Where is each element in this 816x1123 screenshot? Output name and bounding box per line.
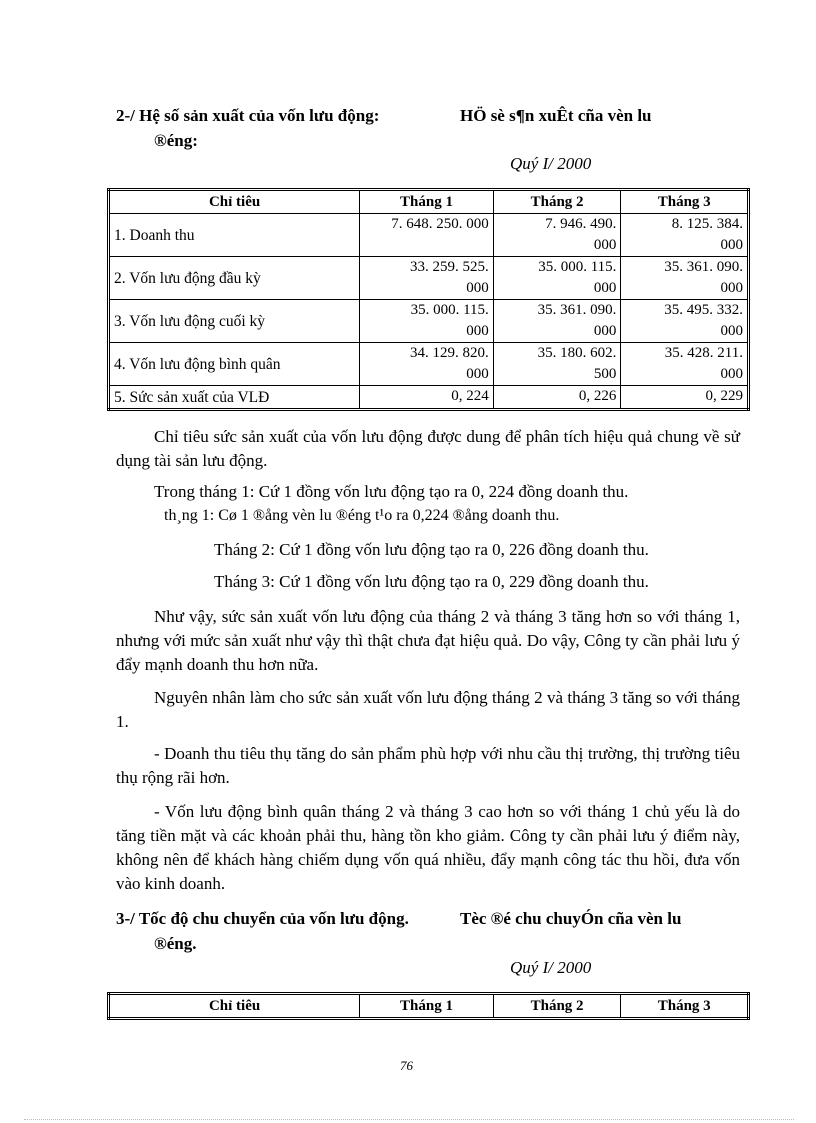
cell-month-3: 35. 361. 090. 000 [621, 257, 749, 300]
cell-month-1: 34. 129. 820. 000 [360, 343, 494, 386]
header-indicator: Chỉ tiêu [109, 994, 360, 1019]
table-row [109, 257, 749, 300]
table-header-row [109, 994, 749, 1019]
table-row [109, 300, 749, 343]
capital-productivity-table [107, 188, 750, 411]
section-2-garbled-title: HÖ sè s¶n xuÊt cña vèn lu [460, 106, 652, 125]
header-month-2: Tháng 2 [493, 190, 621, 214]
garbled-month-1-line: th¸ng 1: Cø 1 ®ång vèn lu ®éng t¹o ra 0,224 ®ång doanh thu. [164, 507, 560, 524]
header-month-1: Tháng 1 [360, 190, 494, 214]
table-row [109, 214, 749, 257]
month-3-result: Tháng 3: Cứ 1 đồng vốn lưu động tạo ra 0, 229 đồng doanh thu. [214, 572, 649, 591]
cell-month-1: 0, 224 [360, 386, 494, 410]
cell-month-2: 35. 000. 115. 000 [493, 257, 621, 300]
cell-month-1: 7. 648. 250. 000 [360, 214, 494, 257]
header-month-1: Tháng 1 [360, 994, 494, 1019]
section-3-quarter: Quý I/ 2000 [510, 958, 592, 977]
cell-month-1: 35. 000. 115. 000 [360, 300, 494, 343]
section-2-title: 2-/ Hệ số sản xuất của vốn lưu động: [116, 106, 380, 125]
cell-month-2: 35. 361. 090. 000 [493, 300, 621, 343]
page-footer-divider [24, 1119, 794, 1120]
section-2-quarter: Quý I/ 2000 [510, 154, 592, 173]
month-1-result: Trong tháng 1: Cứ 1 đồng vốn lưu động tạo ra 0, 224 đồng doanh thu. [154, 482, 629, 501]
cell-month-3: 35. 428. 211. 000 [621, 343, 749, 386]
section-2-heading [116, 103, 730, 153]
section-3-title: 3-/ Tốc độ chu chuyển của vốn lưu động. [116, 909, 409, 928]
cell-month-2: 7. 946. 490. 000 [493, 214, 621, 257]
cell-month-3: 8. 125. 384. 000 [621, 214, 749, 257]
cell-month-3: 0, 229 [621, 386, 749, 410]
page-number: 76 [400, 1058, 413, 1073]
cell-month-1: 33. 259. 525. 000 [360, 257, 494, 300]
paragraph-cause-revenue: - Doanh thu tiêu thụ tăng do sản phẩm phù hợp với nhu cầu thị trường, thị trường tiêu thụ rộng rãi hơn. [116, 744, 740, 787]
paragraph-cause: Nguyên nhân làm cho sức sản xuất vốn lưu động tháng 2 và tháng 3 tăng so với tháng 1. [116, 688, 740, 731]
table-header-row [109, 190, 749, 214]
cell-month-3: 35. 495. 332. 000 [621, 300, 749, 343]
row-label: 5. Sức sản xuất của VLĐ [109, 386, 360, 410]
header-month-3: Tháng 3 [621, 994, 749, 1019]
row-label: 4. Vốn lưu động bình quân [109, 343, 360, 386]
cell-month-2: 0, 226 [493, 386, 621, 410]
paragraph-conclusion: Như vậy, sức sản xuất vốn lưu động của tháng 2 và tháng 3 tăng hơn so với tháng 1, nhưng với mức sản xuất như vậy thì thật chưa đạt hiệu quả. Do vậy, Công ty cần phải lưu ý đẩy mạnh doanh thu hơn nữa. [116, 607, 740, 674]
header-indicator: Chỉ tiêu [109, 190, 360, 214]
section-3-garbled-continuation: ®éng. [154, 934, 197, 953]
header-month-3: Tháng 3 [621, 190, 749, 214]
row-label: 1. Doanh thu [109, 214, 360, 257]
row-label: 3. Vốn lưu động cuối kỳ [109, 300, 360, 343]
section-2-garbled-continuation: ®éng: [154, 131, 198, 150]
header-month-2: Tháng 2 [493, 994, 621, 1019]
table-row [109, 343, 749, 386]
month-2-result: Tháng 2: Cứ 1 đồng vốn lưu động tạo ra 0, 226 đồng doanh thu. [214, 540, 649, 559]
paragraph-cause-capital: - Vốn lưu động bình quân tháng 2 và tháng 3 cao hơn so với tháng 1 chủ yếu là do tăng tiền mặt và các khoản phải thu, hàng tồn kho giảm. Công ty cần phải lưu ý điểm này, không nên để khách hàng chiếm dụng vốn quá nhiều, đẩy mạnh công tác thu hồi, đưa vốn vào kinh doanh. [116, 802, 740, 893]
section-3-garbled-title: Tèc ®é chu chuyÓn cña vèn lu [460, 909, 682, 928]
cell-month-2: 35. 180. 602. 500 [493, 343, 621, 386]
table-row [109, 386, 749, 410]
row-label: 2. Vốn lưu động đầu kỳ [109, 257, 360, 300]
turnover-speed-table [107, 992, 750, 1020]
section-3-heading [116, 906, 730, 956]
paragraph-intro: Chỉ tiêu sức sản xuất của vốn lưu động được dung để phân tích hiệu quả chung về sử dụng tài sản lưu động. [116, 427, 740, 470]
